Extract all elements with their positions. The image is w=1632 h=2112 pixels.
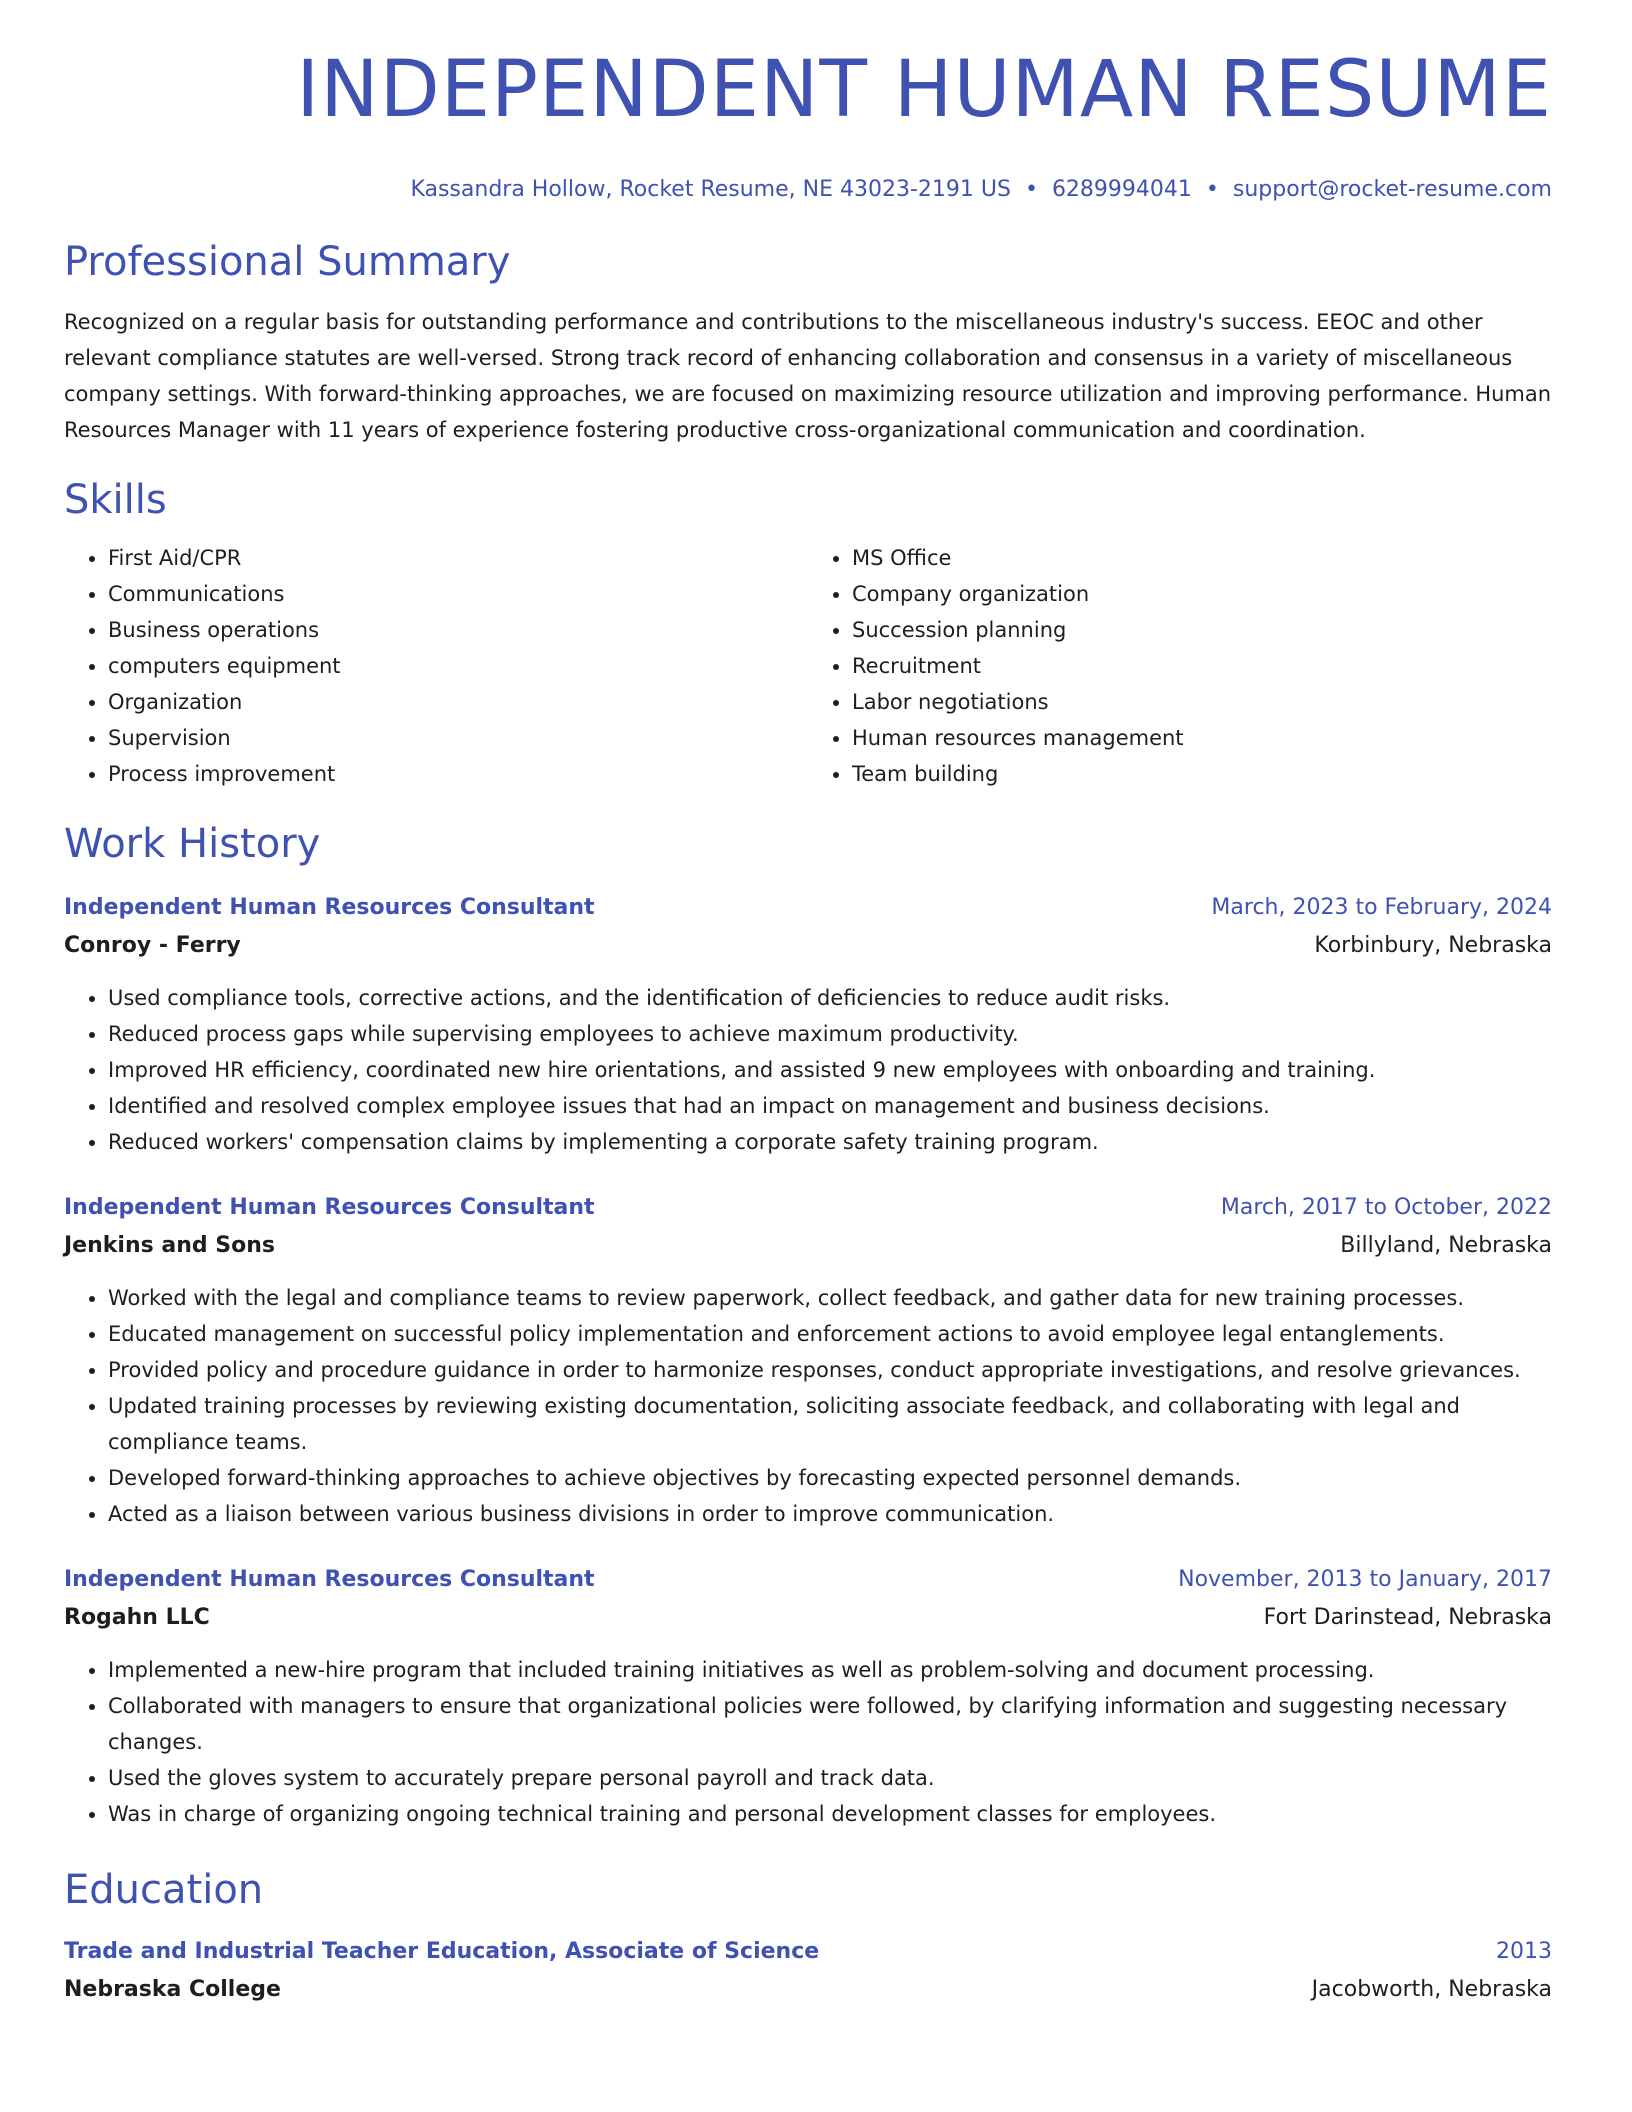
job-location: Billyland, Nebraska: [1340, 1233, 1552, 1259]
skill-item: • First Aid/CPR: [108, 540, 808, 576]
skill-item: • computers equipment: [108, 648, 808, 684]
education-header: [64, 1934, 1552, 1970]
job-bullet: • Used the gloves system to accurately prepare personal payroll and track data.: [108, 1760, 1552, 1796]
contact-separator: •: [1205, 176, 1219, 202]
education-location: Jacobworth, Nebraska: [1311, 1977, 1552, 2003]
skill-item: • Human resources management: [852, 720, 1552, 756]
job-company: Conroy - Ferry: [64, 933, 241, 959]
skill-item: • Team building: [852, 756, 1552, 792]
job-dates: March, 2023 to February, 2024: [1211, 895, 1552, 921]
job-bullet: • Collaborated with managers to ensure that organizational policies were followed, by clarifying information and suggesting necessary changes.: [108, 1688, 1552, 1760]
job-bullet: • Used compliance tools, corrective actions, and the identification of deficiencies to reduce audit risks.: [108, 980, 1552, 1016]
education-year: 2013: [1496, 1939, 1552, 1965]
job-subheader: [64, 1598, 1552, 1638]
job-role: Independent Human Resources Consultant: [64, 895, 595, 921]
skill-item: • Supervision: [108, 720, 808, 756]
skill-item: • MS Office: [852, 540, 1552, 576]
contact-line: [64, 176, 1552, 205]
job-header: [64, 1190, 1552, 1226]
job-dates: March, 2017 to October, 2022: [1220, 1195, 1552, 1221]
skills-column-left: [64, 540, 808, 792]
education-school: Nebraska College: [64, 1977, 281, 2003]
skill-item: • Company organization: [852, 576, 1552, 612]
resume-name: INDEPENDENT HUMAN RESUME: [296, 45, 1552, 135]
contact-email[interactable]: support@rocket-resume.com: [1232, 176, 1552, 202]
job-role: Independent Human Resources Consultant: [64, 1195, 595, 1221]
job-bullets: [64, 1652, 1552, 1832]
job-bullet: • Acted as a liaison between various business divisions in order to improve communication.: [108, 1496, 1552, 1532]
education-degree: Trade and Industrial Teacher Education, Associate of Science: [64, 1939, 820, 1965]
education-subheader: [64, 1970, 1552, 2010]
job-bullet: • Identified and resolved complex employee issues that had an impact on management and business decisions.: [108, 1088, 1552, 1124]
education-heading: Education: [64, 1867, 264, 1914]
skills-column-right: [808, 540, 1552, 792]
skill-item: • Process improvement: [108, 756, 808, 792]
job-bullet: • Updated training processes by reviewing existing documentation, soliciting associate feedback, and collaborating with legal and compliance teams.: [108, 1388, 1552, 1460]
job-location: Fort Darinstead, Nebraska: [1263, 1605, 1552, 1631]
skill-item: • Recruitment: [852, 648, 1552, 684]
job-subheader: [64, 926, 1552, 966]
job-bullet: • Reduced process gaps while supervising employees to achieve maximum productivity.: [108, 1016, 1552, 1052]
skills-list: [64, 540, 1552, 792]
job-bullets: [64, 980, 1552, 1160]
skills-heading: Skills: [64, 477, 167, 524]
work-history-heading: Work History: [64, 821, 321, 868]
skill-item: • Succession planning: [852, 612, 1552, 648]
education-entry: [64, 1934, 1552, 2010]
job-header: [64, 1562, 1552, 1598]
job-bullets: [64, 1280, 1552, 1532]
resume-page: [64, 0, 1552, 2010]
job-bullet: • Improved HR efficiency, coordinated new hire orientations, and assisted 9 new employees with onboarding and training.: [108, 1052, 1552, 1088]
skill-item: • Business operations: [108, 612, 808, 648]
job-company: Jenkins and Sons: [64, 1233, 275, 1259]
job-bullet: • Provided policy and procedure guidance in order to harmonize responses, conduct appropriate investigations, and resolve grievances.: [108, 1352, 1552, 1388]
skill-item: • Labor negotiations: [852, 684, 1552, 720]
job-entry: [64, 890, 1552, 1160]
contact-phone: 6289994041: [1051, 176, 1192, 202]
job-header: [64, 890, 1552, 926]
summary-text: Recognized on a regular basis for outstanding performance and contributions to the miscellaneous industry's success. EEOC and other relevant compliance statutes are well-versed. Strong track record of enhancing collaboration and consensus in a variety of miscellaneous company settings. With forward-thinking approaches, we are focused on maximizing resource utilization and improving performance. Human Resources Manager with 11 years of experience fostering productive cross-organizational communication and coordination.: [64, 310, 1552, 443]
job-bullet: • Educated management on successful policy implementation and enforcement actions to avoid employee legal entanglements.: [108, 1316, 1552, 1352]
job-role: Independent Human Resources Consultant: [64, 1567, 595, 1593]
job-location: Korbinbury, Nebraska: [1314, 933, 1552, 959]
job-entry: [64, 1562, 1552, 1832]
job-bullet: • Worked with the legal and compliance teams to review paperwork, collect feedback, and gather data for new training processes.: [108, 1280, 1552, 1316]
job-subheader: [64, 1226, 1552, 1266]
contact-address: Kassandra Hollow, Rocket Resume, NE 43023-2191 US: [410, 176, 1011, 202]
job-bullet: • Reduced workers' compensation claims by implementing a corporate safety training program.: [108, 1124, 1552, 1160]
job-bullet: • Developed forward-thinking approaches to achieve objectives by forecasting expected personnel demands.: [108, 1460, 1552, 1496]
job-bullet: • Was in charge of organizing ongoing technical training and personal development classes for employees.: [108, 1796, 1552, 1832]
summary-heading: Professional Summary: [64, 239, 511, 286]
skill-item: • Organization: [108, 684, 808, 720]
skill-item: • Communications: [108, 576, 808, 612]
job-entry: [64, 1190, 1552, 1532]
job-bullet: • Implemented a new-hire program that included training initiatives as well as problem-solving and document processing.: [108, 1652, 1552, 1688]
job-dates: November, 2013 to January, 2017: [1178, 1567, 1552, 1593]
job-company: Rogahn LLC: [64, 1605, 210, 1631]
contact-separator: •: [1024, 176, 1038, 202]
